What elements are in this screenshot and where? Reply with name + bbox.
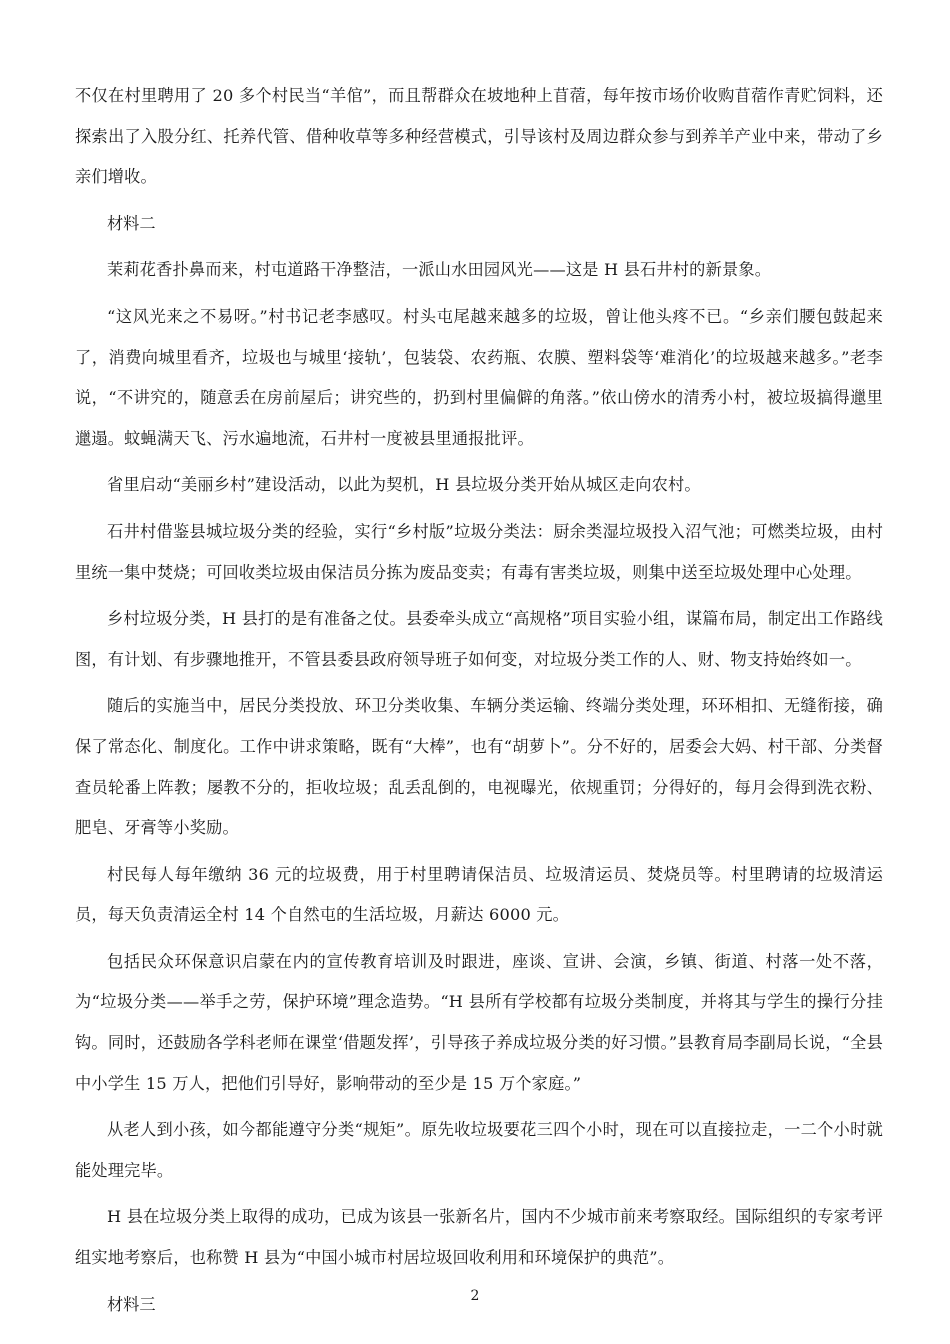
paragraph: 从老人到小孩，如今都能遵守分类“规矩”。原先收垃圾要花三四个小时，现在可以直接拉走，一二个小时就能处理完毕。: [75, 1120, 883, 1180]
document-body: [75, 76, 883, 1331]
paragraph: 石井村借鉴县城垃圾分类的经验，实行“乡村版”垃圾分类法：厨余类湿垃圾投入沼气池；可燃类垃圾，由村里统一集中焚烧；可回收类垃圾由保洁员分拣为废品变卖；有毒有害类垃圾，则集中送至垃圾处理中心处理。: [75, 521, 883, 582]
paragraph-continued: 不仅在村里聘用了 20 多个村民当“羊倌”，而且帮群众在坡地种上苜蓿，每年按市场价收购苜蓿作青贮饲料，还探索出了入股分红、托养代管、借种收草等多种经营模式，引导该村及周边群众参与到养羊产业中来，带动了乡亲们增收。: [75, 86, 883, 187]
paragraph: “这风光来之不易呀。”村书记老李感叹。村头屯尾越来越多的垃圾，曾让他头疼不已。“乡亲们腰包鼓起来了，消费向城里看齐，垃圾也与城里‘接轨’，包装袋、农药瓶、农膜、塑料袋等‘难消化’的垃圾越来越多。”老李说，“不讲究的，随意丢在房前屋后；讲究些的，扔到村里偏僻的角落。”依山傍水的清秀小村，被垃圾搞得邋里邋遢。蚊蝇满天飞、污水遍地流，石井村一度被县里通报批评。: [75, 306, 883, 448]
section-heading-material-2: 材料二: [107, 213, 156, 233]
page-number: 2: [470, 1288, 480, 1304]
paragraph: 茉莉花香扑鼻而来，村屯道路干净整洁，一派山水田园风光——这是 H 县石井村的新景象。: [107, 260, 772, 280]
paragraph: 村民每人每年缴纳 36 元的垃圾费，用于村里聘请保洁员、垃圾清运员、焚烧员等。村里聘请的垃圾清运员，每天负责清运全村 14 个自然屯的生活垃圾，月薪达 6000 元。: [75, 864, 883, 925]
paragraph: 包括民众环保意识启蒙在内的宣传教育培训及时跟进，座谈、宣讲、会演，乡镇、街道、村落一处不落，为“垃圾分类——举手之劳，保护环境”理念造势。“H 县所有学校都有垃圾分类制度，并将其与学生的操行分挂钩。同时，还鼓励各学科老师在课堂‘借题发挥’，引导孩子养成垃圾分类的好习惯。”县教育局李副局长说，“全县中小学生 15 万人，把他们引导好，影响带动的至少是 15 万个家庭。”: [75, 951, 883, 1093]
paragraph: 随后的实施当中，居民分类投放、环卫分类收集、车辆分类运输、终端分类处理，环环相扣、无缝衔接，确保了常态化、制度化。工作中讲求策略，既有“大棒”，也有“胡萝卜”。分不好的，居委会大妈、村干部、分类督查员轮番上阵教；屡教不分的，拒收垃圾；乱丢乱倒的，电视曝光，依规重罚；分得好的，每月会得到洗衣粉、肥皂、牙膏等小奖励。: [75, 696, 883, 838]
paragraph: 乡村垃圾分类，H 县打的是有准备之仗。县委牵头成立“高规格”项目实验小组，谋篇布局，制定出工作路线图，有计划、有步骤地推开，不管县委县政府领导班子如何变，对垃圾分类工作的人、财、物支持始终如一。: [75, 609, 883, 669]
paragraph: H 县在垃圾分类上取得的成功，已成为该县一张新名片，国内不少城市前来考察取经。国际组织的专家考评组实地考察后，也称赞 H 县为“中国小城市村居垃圾回收利用和环境保护的典范”。: [75, 1207, 883, 1268]
paragraph: 省里启动“美丽乡村”建设活动，以此为契机，H 县垃圾分类开始从城区走向农村。: [107, 475, 701, 495]
section-heading-material-3: 材料三: [107, 1294, 156, 1314]
